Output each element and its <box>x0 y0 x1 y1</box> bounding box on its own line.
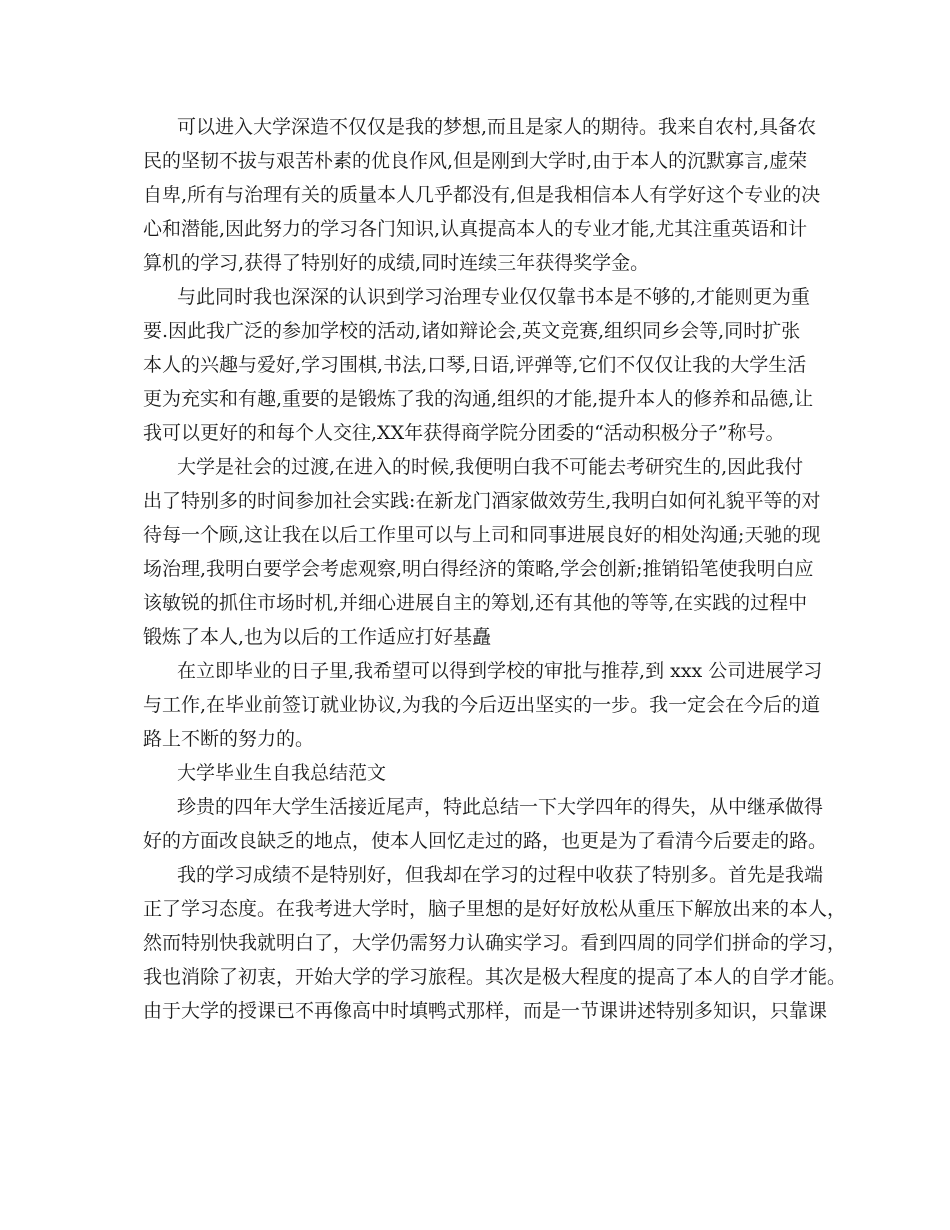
text-line: 心和潜能,因此努力的学习各门知识,认真提高本人的专业才能,尤其注重英语和计 <box>143 218 808 240</box>
text-line: 场治理,我明白要学会考虑观察,明白得经济的策略,学会创新;推销铅笔使我明白应 <box>143 558 814 580</box>
text-line: 我也消除了初衷，开始大学的学习旅程。其次是极大程度的提高了本人的自学才能。 <box>143 966 847 988</box>
text-line: 本人的兴趣与爱好,学习围棋,书法,口琴,日语,评弹等,它们不仅仅让我的大学生活 <box>143 354 807 376</box>
text-line: 然而特别快我就明白了，大学仍需努力认确实学习。看到四周的同学们拼命的学习， <box>143 932 847 954</box>
text-line: 自卑,所有与治理有关的质量本人几乎都没有,但是我相信本人有学好这个专业的决 <box>143 184 821 206</box>
text-line: 与此同时我也深深的认识到学习治理专业仅仅靠书本是不够的,才能则更为重 <box>177 286 811 308</box>
text-line: 民的坚韧不拔与艰苦朴素的优良作风,但是刚到大学时,由于本人的沉默寡言,虚荣 <box>143 150 808 172</box>
text-line: 路上不断的努力的。 <box>143 728 315 750</box>
text-line: 锻炼了本人,也为以后的工作适应打好基矗 <box>143 626 492 648</box>
text-line: 我可以更好的和每个人交往,XX年获得商学院分团委的“活动积极分子”称号。 <box>143 422 785 444</box>
text-line: 在立即毕业的日子里,我希望可以得到学校的审批与推荐,到 xxx 公司进展学习 <box>177 660 823 682</box>
text-line: 正了学习态度。在我考进大学时，脑子里想的是好好放松从重压下解放出来的本人， <box>143 898 847 920</box>
text-line: 出了特别多的时间参加社会实践:在新龙门酒家做效劳生,我明白如何礼貌平等的对 <box>143 490 821 512</box>
text-line: 大学是社会的过渡,在进入的时候,我便明白我不可能去考研究生的,因此我付 <box>177 456 804 478</box>
text-line: 待每一个顾,这让我在以后工作里可以与上司和同事进展良好的相处沟通;天驰的现 <box>143 524 821 546</box>
text-line: 该敏锐的抓住市场时机,并细心进展自主的筹划,还有其他的等等,在实践的过程中 <box>143 592 808 614</box>
text-line: 要.因此我广泛的参加学校的活动,诸如辩论会,英文竞赛,组织同乡会等,同时扩张 <box>143 320 801 342</box>
text-line: 珍贵的四年大学生活接近尾声，特此总结一下大学四年的得失，从中继承做得 <box>177 796 824 818</box>
text-line: 更为充实和有趣,重要的是锻炼了我的沟通,组织的才能,提升本人的修养和品德,让 <box>143 388 814 410</box>
section-heading: 大学毕业生自我总结范文 <box>177 762 387 784</box>
text-line: 好的方面改良缺乏的地点，使本人回忆走过的路，也更是为了看清今后要走的路。 <box>143 830 828 852</box>
text-line: 我的学习成绩不是特别好，但我却在学习的过程中收获了特别多。首先是我端 <box>177 864 824 886</box>
text-line: 可以进入大学深造不仅仅是我的梦想,而且是家人的期待。我来自农村,具备农 <box>177 116 817 138</box>
document-body <box>143 110 847 1028</box>
text-line: 算机的学习,获得了特别好的成绩,同时连续三年获得奖学金。 <box>143 252 650 274</box>
text-line: 由于大学的授课已不再像高中时填鸭式那样，而是一节课讲述特别多知识，只靠课 <box>143 1000 828 1022</box>
text-line: 与工作,在毕业前签订就业协议,为我的今后迈出坚实的一步。我一定会在今后的道 <box>143 694 821 716</box>
